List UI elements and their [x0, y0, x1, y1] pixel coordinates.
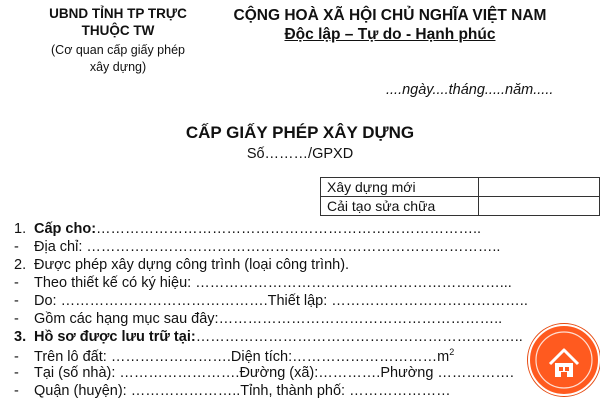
row-grantee: [14, 221, 481, 237]
row-fill[interactable]: ……………………………………………………………………..: [96, 221, 482, 237]
row-archive: [14, 329, 523, 345]
row-label: Tại (số nhà):: [34, 365, 120, 381]
permit-type-checkbox[interactable]: [478, 197, 599, 216]
national-title: CỘNG HOÀ XÃ HỘI CHỦ NGHĨA VIỆT NAM: [233, 7, 547, 24]
row-label: Hồ sơ được lưu trữ tại:: [34, 329, 196, 345]
row-fill[interactable]: ………………………………………………………...: [195, 275, 512, 291]
row-label: Theo thiết kế có ký hiệu:: [34, 275, 196, 291]
permit-type-label: Cải tạo sửa chữa: [321, 197, 479, 216]
row-fill[interactable]: …………………………………………………………………………..: [86, 239, 501, 255]
row-fill[interactable]: …………………………………………………..: [218, 311, 503, 327]
row-permitted-work: [14, 257, 349, 273]
agency-note-line2: xây dựng): [89, 60, 147, 74]
row-district: [14, 383, 451, 399]
row-bullet: -: [14, 239, 19, 255]
brand-stamp-logo: [528, 324, 600, 396]
permit-type-table: [320, 177, 600, 216]
row-fill[interactable]: …………………….Diện tích:…………………………m: [110, 348, 450, 365]
row-fill[interactable]: …………………………………………………………..: [195, 329, 523, 345]
row-house-number: [14, 365, 514, 381]
row-items: [14, 311, 502, 327]
row-design-code: [14, 275, 512, 291]
row-address: [14, 239, 500, 255]
row-label: Quận (huyện):: [34, 383, 131, 399]
date-line: ....ngày....tháng.....năm.....: [386, 82, 554, 98]
row-bullet: 2.: [14, 257, 27, 273]
row-fill[interactable]: …………………….Đường (xã):………….Phường …………….: [119, 365, 514, 381]
row-bullet: 1.: [14, 221, 27, 237]
row-label: Trên lô đất:: [34, 348, 111, 365]
row-bullet: -: [14, 383, 19, 399]
row-bullet: 3.: [14, 329, 27, 345]
row-bullet: -: [14, 365, 19, 381]
permit-type-label: Xây dựng mới: [321, 178, 479, 197]
permit-type-checkbox[interactable]: [478, 178, 599, 197]
row-fill[interactable]: …………………………………….Thiết lập: …………………………………..: [60, 293, 528, 309]
row-land-plot: [14, 347, 454, 365]
row-label: Cấp cho:: [34, 221, 97, 237]
row-label: Gồm các hạng mục sau đây:: [34, 311, 219, 327]
permit-number: Số………/GPXD: [246, 146, 354, 162]
house-icon: [530, 326, 598, 394]
agency-note-line1: (Cơ quan cấp giấy phép: [51, 43, 185, 57]
area-unit-superscript: 2: [449, 347, 455, 357]
national-motto: [225, 26, 555, 44]
row-label: Do:: [34, 293, 61, 309]
document-title: CẤP GIẤY PHÉP XÂY DỰNG: [185, 123, 415, 142]
permit-type-row: [321, 197, 600, 216]
row-designer: [14, 293, 528, 309]
row-label: Được phép xây dựng công trình (loại công trình).: [34, 257, 350, 273]
row-bullet: -: [14, 311, 19, 327]
row-bullet: -: [14, 293, 19, 309]
row-bullet: -: [14, 348, 19, 365]
agency-name-line2: THUỘC TW: [81, 23, 155, 38]
agency-name-line1: UBND TỈNH TP TRỰC: [49, 6, 187, 21]
national-motto-text: Độc lập – Tự do - Hạnh phúc: [284, 26, 496, 43]
row-fill[interactable]: …………………..Tỉnh, thành phố: …………………: [130, 383, 451, 399]
row-label: Địa chỉ:: [34, 239, 87, 255]
permit-type-row: [321, 178, 600, 197]
row-bullet: -: [14, 275, 19, 291]
